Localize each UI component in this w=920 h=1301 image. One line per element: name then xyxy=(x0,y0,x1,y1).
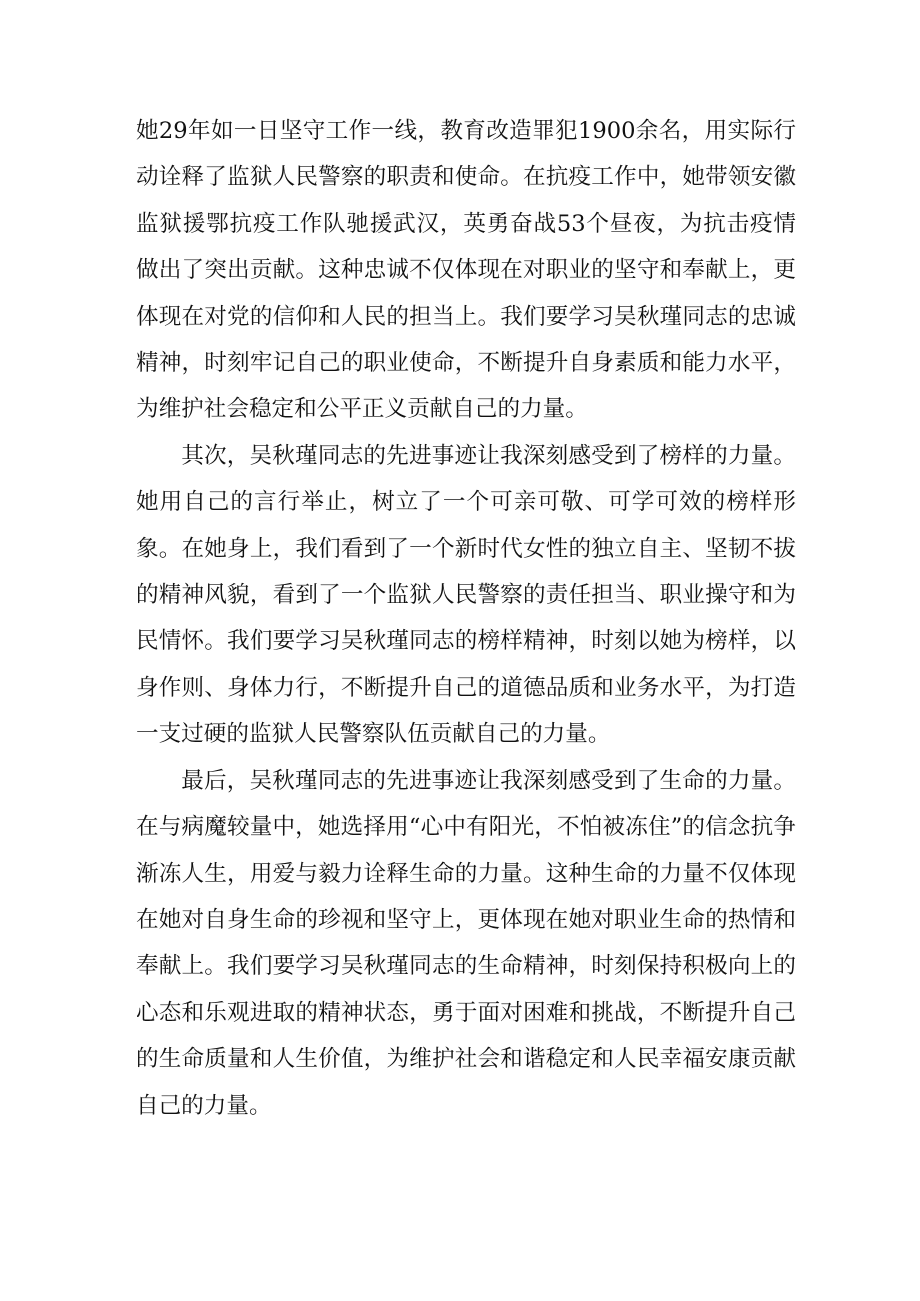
paragraph-role-model: 其次，吴秋瑾同志的先进事迹让我深刻感受到了榜样的力量。她用自己的言行举止，树立了一个可亲可敬、可学可效的榜样形象。在她身上，我们看到了一个新时代女性的独立自主、坚韧不拔的精神风貌，看到了一个监狱人民警察的责任担当、职业操守和为民情怀。我们要学习吴秋瑾同志的榜样精神，时刻以她为榜样，以身作则、身体力行，不断提升自己的道德品质和业务水平，为打造一支过硬的监狱人民警察队伍贡献自己的力量。 xyxy=(136,442,796,748)
document-body xyxy=(136,108,796,1129)
paragraph-loyalty: 她29年如一日坚守工作一线，教育改造罪犯1900余名，用实际行动诠释了监狱人民警察的职责和使命。在抗疫工作中，她带领安徽监狱援鄂抗疫工作队驰援武汉，英勇奋战53个昼夜，为抗击疫情做出了突出贡献。这种忠诚不仅体现在对职业的坚守和奉献上，更体现在对党的信仰和人民的担当上。我们要学习吴秋瑾同志的忠诚精神，时刻牢记自己的职业使命，不断提升自身素质和能力水平，为维护社会稳定和公平正义贡献自己的力量。 xyxy=(136,118,796,423)
paragraph-life: 最后，吴秋瑾同志的先进事迹让我深刻感受到了生命的力量。在与病魔较量中，她选择用“心中有阳光，不怕被冻住”的信念抗争渐冻人生，用爱与毅力诠释生命的力量。这种生命的力量不仅体现在她对自身生命的珍视和坚守上，更体现在她对职业生命的热情和奉献上。我们要学习吴秋瑾同志的生命精神，时刻保持积极向上的心态和乐观进取的精神状态，勇于面对困难和挑战，不断提升自己的生命质量和人生价值，为维护社会和谐稳定和人民幸福安康贡献自己的力量。 xyxy=(136,767,796,1119)
